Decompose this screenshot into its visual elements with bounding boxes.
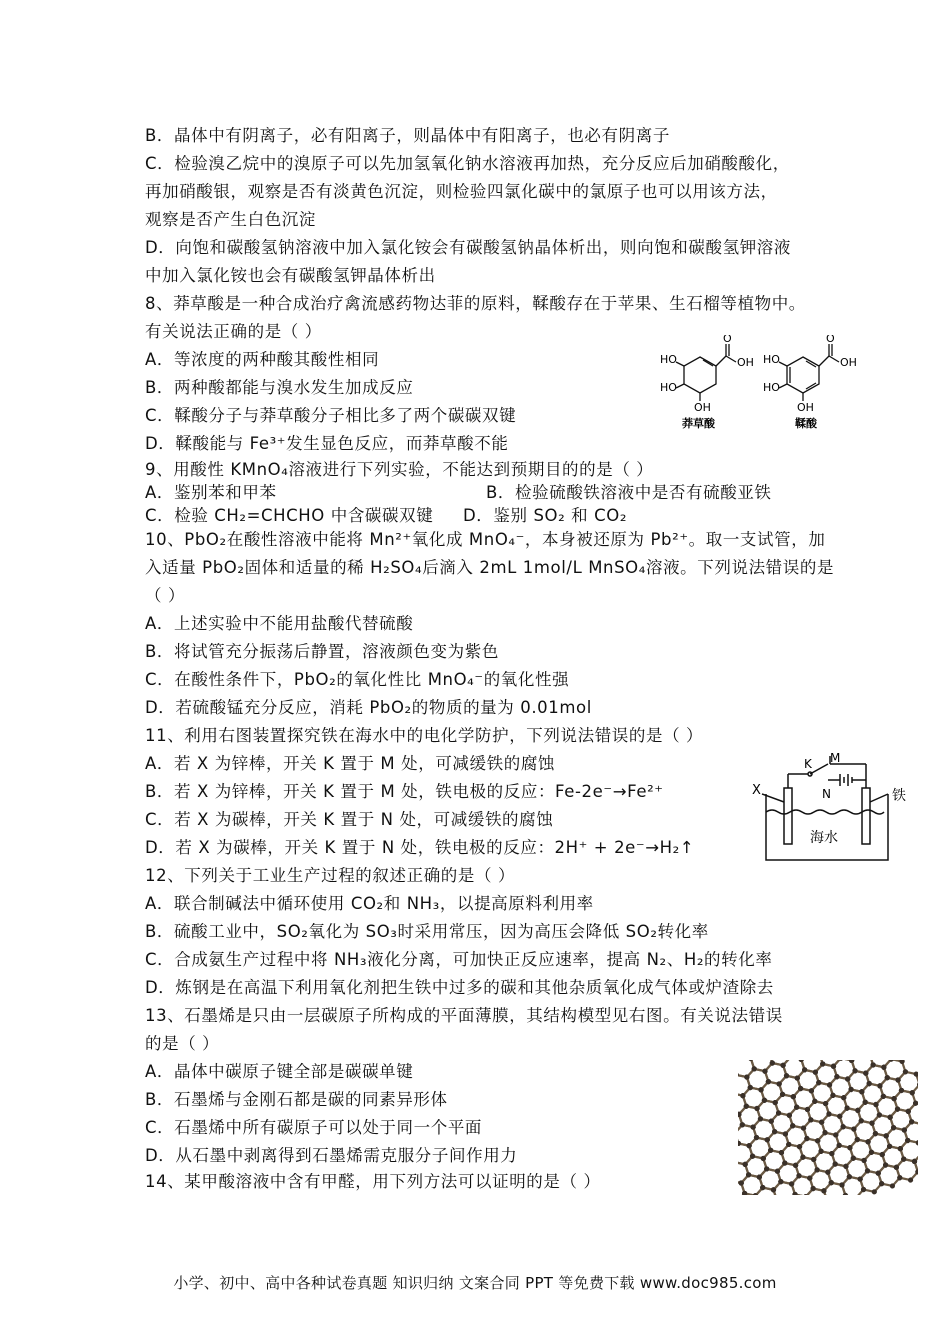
text-line: C．检验溴乙烷中的溴原子可以先加氢氧化钠水溶液再加热，充分反应后加硝酸酸化，: [145, 154, 790, 173]
text-line: 再加硝酸银，观察是否有淡黄色沉淀，则检验四氯化碳中的氯原子也可以用该方法，: [145, 182, 778, 201]
text-line: B．晶体中有阴离子，必有阳离子，则晶体中有阳离子，也必有阴离子: [145, 126, 670, 145]
q13-option-a: A．晶体中碳原子键全部是碳碳单键: [145, 1062, 414, 1081]
q13-option-c: C．石墨烯中所有碳原子可以处于同一个平面: [145, 1118, 483, 1137]
molecule-structures-svg: [660, 335, 870, 435]
text-line: 有关说法正确的是（ ）: [145, 322, 322, 341]
carbon-atom: [913, 1071, 918, 1078]
shikimic-acid-label: 莽草酸: [682, 417, 715, 430]
q12-option-d: D．炼钢是在高温下利用氧化剂把生铁中过多的碳和其他杂质氧化成气体或炉渣除去: [145, 978, 774, 997]
question-13-stem: 13、石墨烯是只由一层碳原子所构成的平面薄膜，其结构模型见右图。有关说法错误: [145, 1006, 783, 1025]
contact-n-label: N: [822, 787, 831, 801]
q8-option-b: B．两种酸都能与溴水发生加成反应: [145, 378, 414, 397]
text-line: 入适量 PbO₂固体和适量的稀 H₂SO₄后滴入 2mL 1mol/L MnSO₄溶液。下列说法错误的是: [145, 558, 835, 577]
question-14-stem: 14、某甲酸溶液中含有甲醛，用下列方法可以证明的是（ ）: [145, 1172, 601, 1191]
q10-option-c: C．在酸性条件下，PbO₂的氧化性比 MnO₄⁻的氧化性强: [145, 670, 570, 689]
ho-label: HO: [763, 381, 780, 394]
q8-option-d: D．鞣酸能与 Fe³⁺发生显色反应，而莽草酸不能: [145, 434, 509, 453]
oh-label: OH: [694, 401, 711, 414]
q11-option-d: D．若 X 为碳棒，开关 K 置于 N 处，铁电极的反应：2H⁺ + 2e⁻→H₂↑: [145, 838, 695, 857]
q10-option-d: D．若硫酸锰充分反应，消耗 PbO₂的物质的量为 0.01mol: [145, 698, 592, 717]
seawater-label: 海水: [810, 830, 838, 846]
q8-option-a: A．等浓度的两种酸其酸性相同: [145, 350, 380, 369]
oxygen-label: O: [723, 335, 732, 345]
contact-m-label: M: [830, 752, 841, 765]
electrochemical-cell-figure: [748, 752, 913, 867]
switch-k-label: K: [804, 757, 812, 771]
hexagon-ring: [785, 1060, 810, 1062]
q11-option-b: B．若 X 为锌棒，开关 K 置于 M 处，铁电极的反应：Fe-2e⁻→Fe²⁺: [145, 782, 664, 801]
carbon-atom: [899, 1060, 906, 1065]
electrochemical-cell-svg: [748, 752, 913, 867]
graphene-lattice-svg: [738, 1060, 918, 1195]
x-electrode-label: X: [752, 783, 761, 798]
q9-option-a: A．鉴别苯和甲苯: [145, 483, 277, 502]
question-9-stem: 9、用酸性 KMnO₄溶液进行下列实验，不能达到预期目的的是（ ）: [145, 460, 654, 479]
graphene-structure-figure: [738, 1060, 918, 1195]
q11-option-c: C．若 X 为碳棒，开关 K 置于 N 处，可减缓铁的腐蚀: [145, 810, 554, 829]
question-8-stem: 8、莽草酸是一种合成治疗禽流感药物达菲的原料，鞣酸存在于苹果、生石榴等植物中。: [145, 294, 806, 313]
ho-label: HO: [660, 381, 677, 394]
page-footer: 小学、初中、高中各种试卷真题 知识归纳 文案合同 PPT 等免费下载 www.doc985.com: [173, 1274, 777, 1292]
q13-option-d: D．从石墨中剥离得到石墨烯需克服分子间作用力: [145, 1146, 518, 1165]
q10-option-b: B．将试管充分振荡后静置，溶液颜色变为紫色: [145, 642, 499, 661]
oh-label: OH: [840, 356, 857, 369]
text-line: 的是（ ）: [145, 1034, 220, 1053]
oh-label: OH: [737, 356, 754, 369]
q8-option-c: C．鞣酸分子与莽草酸分子相比多了两个碳碳双键: [145, 406, 517, 425]
text-line: 中加入氯化铵也会有碳酸氢钾晶体析出: [145, 266, 436, 285]
q12-option-c: C．合成氨生产过程中将 NH₃液化分离，可加快正反应速率，提高 N₂、H₂的转化率: [145, 950, 773, 969]
oxygen-label: O: [826, 335, 835, 345]
ho-label: HO: [763, 353, 780, 366]
q12-option-a: A．联合制碱法中循环使用 CO₂和 NH₃，以提高原料利用率: [145, 894, 594, 913]
text-line: 观察是否产生白色沉淀: [145, 210, 316, 229]
q9-option-b: B．检验硫酸铁溶液中是否有硫酸亚铁: [486, 483, 772, 502]
molecule-structures-figure: [660, 335, 870, 435]
iron-electrode-label: 铁: [892, 788, 906, 804]
q11-option-a: A．若 X 为锌棒，开关 K 置于 M 处，可减缓铁的腐蚀: [145, 754, 556, 773]
q10-option-a: A．上述实验中不能用盐酸代替硫酸: [145, 614, 414, 633]
question-11-stem: 11、利用右图装置探究铁在海水中的电化学防护，下列说法错误的是（ ）: [145, 726, 704, 745]
gallic-acid-label: 鞣酸: [795, 417, 817, 430]
text-line: D．向饱和碳酸氢钠溶液中加入氯化铵会有碳酸氢钠晶体析出，则向饱和碳酸氢钾溶液: [145, 238, 792, 257]
question-12-stem: 12、下列关于工业生产过程的叙述正确的是（ ）: [145, 866, 516, 885]
oh-label: OH: [797, 401, 814, 414]
q13-option-b: B．石墨烯与金刚石都是碳的同素异形体: [145, 1090, 448, 1109]
q12-option-b: B．硫酸工业中，SO₂氧化为 SO₃时采用常压，因为高压会降低 SO₂转化率: [145, 922, 709, 941]
ho-label: HO: [660, 353, 677, 366]
carbon-atom: [741, 1190, 748, 1195]
q9-option-c: C．检验 CH₂=CHCHO 中含碳碳双键: [145, 506, 434, 525]
question-10-stem: 10、PbO₂在酸性溶液中能将 Mn²⁺氧化成 MnO₄⁻，本身被还原为 Pb²⁺。取一支试管，加: [145, 530, 826, 549]
text-line: （ ）: [145, 586, 186, 605]
q9-option-d: D．鉴别 SO₂ 和 CO₂: [463, 506, 628, 525]
